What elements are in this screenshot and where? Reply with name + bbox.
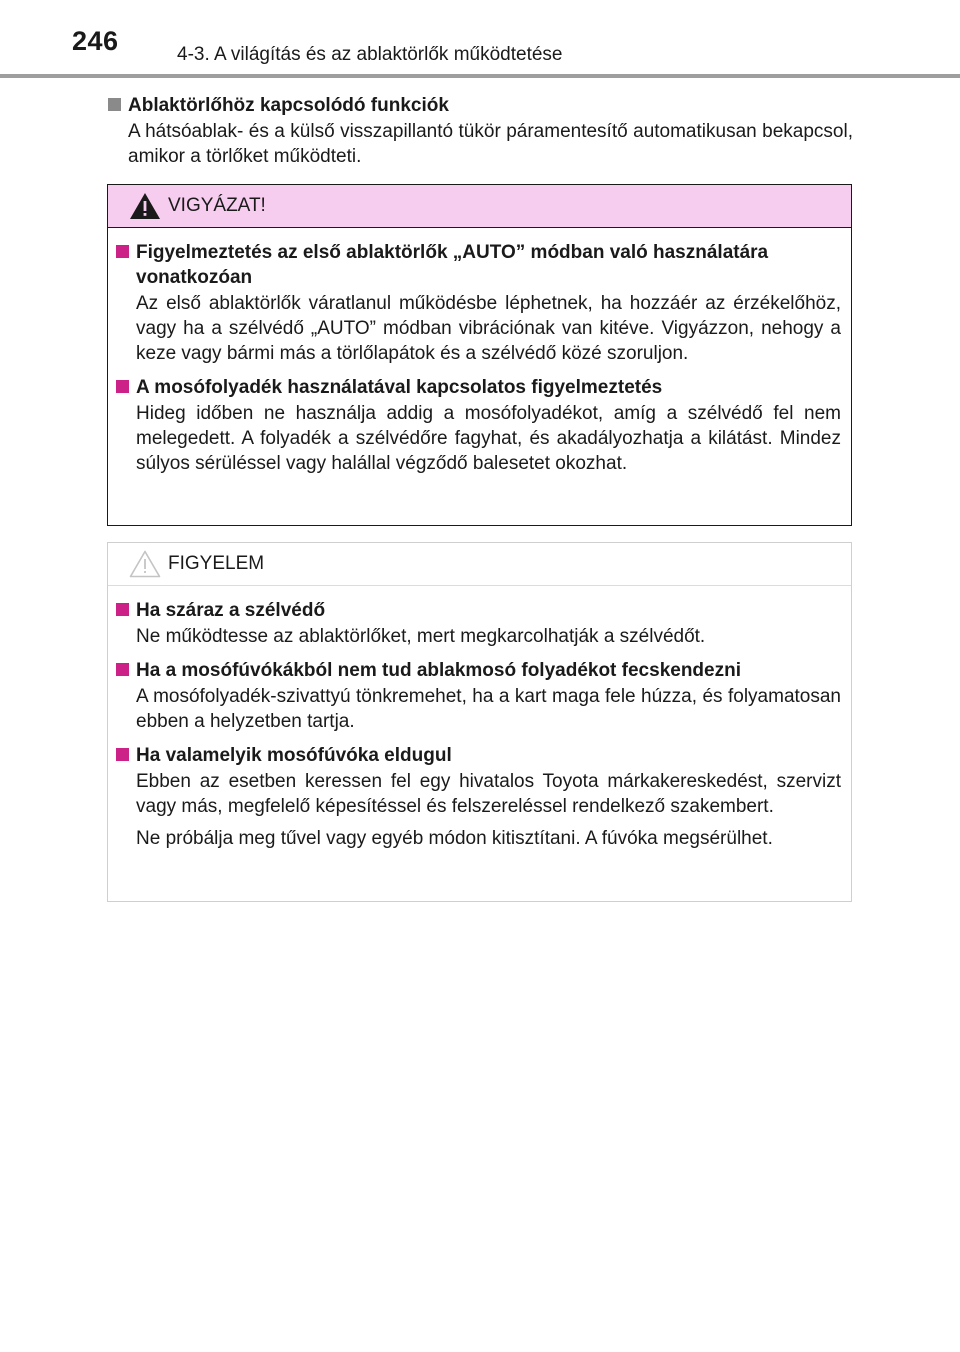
section-text: A hátsóablak- és a külső visszapillantó tükör páramentesítő automatikusan bekapcsol, amikor a törlőket működteti. (128, 121, 853, 167)
page-number: 246 (72, 26, 119, 56)
pink-square-bullet-icon (116, 748, 129, 761)
pink-square-bullet-icon (116, 380, 129, 393)
warning-item-heading-text: A mosófolyadék használatával kapcsolatos figyelmeztetés (136, 377, 663, 398)
chapter-title: 4-3. A világítás és az ablaktörlők működtetése (177, 44, 563, 65)
notice-item-text: Ne próbálja meg tűvel vagy egyéb módon kitisztítani. A fúvóka megsérülhet. (136, 828, 773, 849)
section-heading-text: Ablaktörlőhöz kapcsolódó funkciók (128, 95, 449, 116)
warning-triangle-icon (128, 191, 162, 221)
warning-item-heading (116, 375, 841, 400)
warning-item-text: Hideg időben ne használja addig a mosófolyadékot, amíg a szélvédő fel nem melegedett. A folyadék a szélvédőre fagyhat, és akadályozhatja a kilátást. Mindez súlyos sérüléssel vagy halállal végződő balesetet okozhat. (136, 403, 841, 474)
notice-item-text: Ne működtesse az ablaktörlőket, mert megkarcolhatják a szélvédőt. (136, 626, 706, 647)
notice-item-no-spray (116, 658, 841, 734)
warning-box-header (108, 185, 851, 228)
wiper-functions-section (108, 93, 853, 169)
pink-square-bullet-icon (116, 603, 129, 616)
notice-item-heading (116, 658, 841, 683)
pink-square-bullet-icon (116, 245, 129, 258)
warning-item-heading (116, 240, 841, 290)
notice-box-header (108, 543, 851, 586)
notice-item-heading (116, 743, 841, 768)
notice-box-body (108, 586, 851, 851)
pink-square-bullet-icon (116, 663, 129, 676)
notice-item-text: A mosófolyadék-szivattyú tönkremehet, ha a kart maga fele húzza, és folyamatosan ebben a helyzetben tartja. (136, 686, 841, 732)
notice-item-text: Ebben az esetben keressen fel egy hivatalos Toyota márkakereskedést, szervizt vagy más, megfelelő képesítéssel és felszereléssel rendelkező szakembert. (136, 771, 841, 817)
notice-item-heading-text: Ha valamelyik mosófúvóka eldugul (136, 745, 452, 766)
notice-item-clogged-nozzle (116, 743, 841, 851)
warning-box-body (108, 228, 851, 476)
gray-square-bullet-icon (108, 98, 121, 111)
section-heading (108, 93, 853, 118)
warning-item-text: Az első ablaktörlők váratlanul működésbe léphetnek, ha hozzáér az érzékelőhöz, vagy ha a szélvédő „AUTO” módban vibrációnak van kitéve. Vigyázzon, nehogy a keze vagy bármi más a törlőlapátok és a szélvédő közé szoruljon. (136, 293, 841, 364)
warning-box (107, 184, 852, 526)
notice-item-heading-text: Ha a mosófúvókákból nem tud ablakmosó folyadékot fecskendezni (136, 660, 741, 681)
warning-item-washer-fluid (116, 375, 841, 476)
notice-title: FIGYELEM (168, 553, 265, 574)
caution-outline-triangle-icon (128, 549, 162, 579)
warning-title: VIGYÁZAT! (168, 195, 266, 216)
notice-item-heading-text: Ha száraz a szélvédő (136, 600, 326, 621)
warning-item-heading-text: Figyelmeztetés az első ablaktörlők „AUTO” módban való használatára vonatkozóan (136, 242, 769, 288)
notice-box (107, 542, 852, 902)
warning-item-auto-mode (116, 240, 841, 366)
notice-item-heading (116, 598, 841, 623)
header-divider (0, 74, 960, 78)
notice-item-dry-windshield (116, 598, 841, 649)
